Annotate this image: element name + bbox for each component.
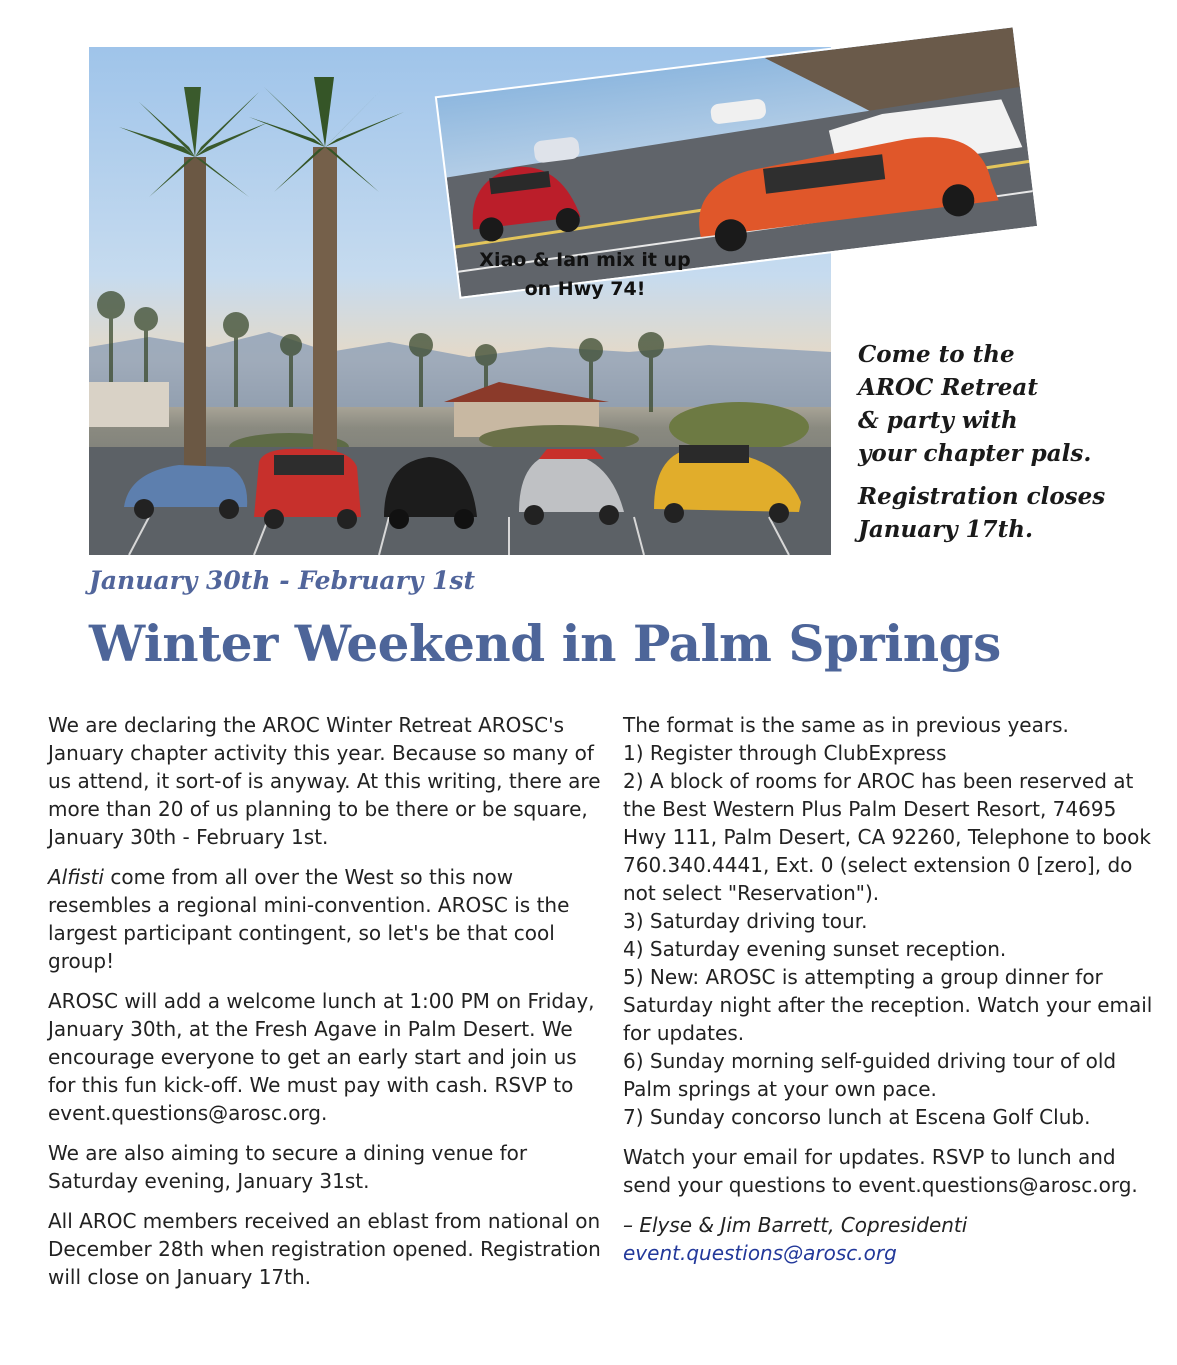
email-link[interactable]: event.questions@arosc.org <box>623 1241 897 1265</box>
alfisti-italic: Alfisti <box>48 865 104 889</box>
left-column <box>48 711 604 1303</box>
inset-photo-caption <box>460 246 710 304</box>
page-title: Winter Weekend in Palm Springs <box>89 614 1001 673</box>
list-item: 4) Saturday evening sunset reception. <box>623 937 1007 961</box>
list-item: 2) A block of rooms for AROC has been reserved at the Best Western Plus Palm Desert Resort, 74695 Hwy 111, Palm Desert, CA 92260, Telephone to book 760.340.4441, Ext. 0 (select extension 0 [zero], do not select "Reservation"). <box>623 769 1151 905</box>
list-item: 6) Sunday morning self-guided driving tour of old Palm springs at your own pace. <box>623 1049 1117 1101</box>
paragraph-registration: All AROC members received an eblast from national on December 28th when registration opened. Registration will close on January 17th. <box>48 1209 601 1289</box>
list-item: 7) Sunday concorso lunch at Escena Golf Club. <box>623 1105 1091 1129</box>
list-item: 5) New: AROSC is attempting a group dinner for Saturday night after the reception. Watch your email for updates. <box>623 965 1153 1045</box>
paragraph-watch-email: Watch your email for updates. RSVP to lunch and send your questions to event.questions@arosc.org. <box>623 1145 1138 1197</box>
list-item: 1) Register through ClubExpress <box>623 741 947 765</box>
paragraph-welcome-lunch: AROSC will add a welcome lunch at 1:00 PM on Friday, January 30th, at the Fresh Agave in Palm Desert. We encourage everyone to get an early start and join us for this fun kick-off. We must pay with cash. RSVP to event.questions@arosc.org. <box>48 989 595 1125</box>
list-item: 3) Saturday driving tour. <box>623 909 868 933</box>
caption-line-1: Xiao & Ian mix it up <box>479 249 691 271</box>
paragraph-dining-venue: We are also aiming to secure a dining venue for Saturday evening, January 31st. <box>48 1141 528 1193</box>
alfisti-rest: come from all over the West so this now resembles a regional mini-convention. AROSC is the largest participant contingent, so let's be that cool group! <box>48 865 570 973</box>
paragraph-alfisti <box>48 863 604 975</box>
paragraph-intro: We are declaring the AROC Winter Retreat AROSC's January chapter activity this year. Because so many of us attend, it sort-of is anyway. At this writing, there are more than 20 of us planning to be there or be square, January 30th - February 1st. <box>48 713 601 849</box>
signature: – Elyse & Jim Barrett, Copresidenti <box>623 1213 968 1237</box>
right-column <box>623 711 1163 1267</box>
event-dates: January 30th - February 1st <box>89 566 476 595</box>
side-callout <box>858 338 1158 556</box>
caption-line-2: on Hwy 74! <box>524 278 646 300</box>
format-intro: The format is the same as in previous years. <box>623 713 1069 737</box>
format-list <box>623 711 1163 1131</box>
signature-block <box>623 1211 1163 1267</box>
callout-invite: Come to the AROC Retreat & party with your chapter pals. <box>858 341 1092 467</box>
callout-deadline: Registration closes January 17th. <box>858 483 1106 543</box>
